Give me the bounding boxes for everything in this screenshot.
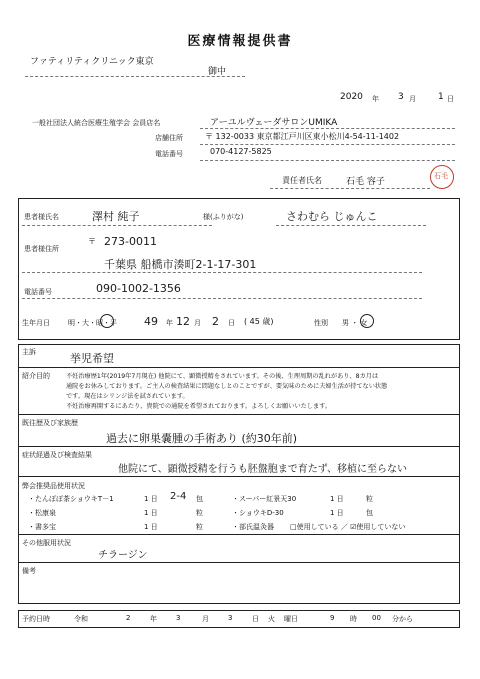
product-unit: 包 <box>196 495 203 503</box>
era-options: 明・大・昭・平 <box>68 319 117 327</box>
referral-line: です。現在はシリンジ法を試されています。 <box>66 393 189 400</box>
patient-address: 千葉県 船橋市湊町2-1-17-301 <box>104 258 257 271</box>
product-qty: 1 日 <box>330 509 344 517</box>
association-label: 一般社団法人統合医療生殖学会 会員店名 <box>32 119 161 127</box>
complaint-text: 挙児希望 <box>70 352 114 365</box>
appointment-minute-unit: 分から <box>392 615 413 623</box>
appointment-weekday: 火 <box>268 615 275 623</box>
products-label: 弊会推奨品使用状況 <box>22 482 85 490</box>
patient-phone: 090-1002-1356 <box>96 282 181 295</box>
furigana-label: 様(ふりがな) <box>203 213 244 221</box>
recipient-suffix: 御中 <box>208 67 227 77</box>
product-qty: 1 日 <box>144 495 158 503</box>
product-unit: 包 <box>366 509 373 517</box>
product-unit: 粒 <box>366 495 373 503</box>
product-name: ・ショウキD-30 <box>232 509 284 517</box>
referral-line: 不妊治療再開するにあたり、貴院での通院を希望されております。よろしくお願いいたします。 <box>66 403 332 410</box>
product-name: ・松康泉 <box>28 509 56 517</box>
recipient-clinic: ファティリティクリニック東京 <box>30 57 154 67</box>
appointment-hour-unit: 時 <box>350 615 357 623</box>
responsible-name: 石毛 容子 <box>346 177 385 187</box>
appointment-year: 2 <box>126 614 131 622</box>
shop-address: 〒 132-0033 東京都江戸川区東小松川4-54-11-1402 <box>205 132 400 141</box>
patient-postal: 273-0011 <box>104 235 157 248</box>
product-name: ・書多宝 <box>28 523 56 531</box>
shop-phone: 070-4127-5825 <box>210 147 272 156</box>
appointment-month-unit: 月 <box>202 615 209 623</box>
seal-stamp <box>430 165 454 189</box>
product-unit: 粒 <box>196 523 203 531</box>
appointment-era: 令和 <box>74 615 88 623</box>
date-month: 3 <box>398 92 404 102</box>
appointment-month: 3 <box>176 614 181 622</box>
postal-mark: 〒 <box>88 237 96 246</box>
history-text: 過去に卵巣嚢腫の手術あり (約30年前) <box>106 432 298 445</box>
birth-day: 2 <box>212 315 219 328</box>
history-label: 既往歴及び家族歴 <box>22 419 78 427</box>
shop-name: アーユルヴェーダサロンUMIKA <box>210 118 338 128</box>
date-month-unit: 月 <box>409 95 416 103</box>
appointment-minute: 00 <box>372 614 381 622</box>
date-year-unit: 年 <box>372 95 379 103</box>
seal-text: 石毛 <box>434 172 448 180</box>
birth-label: 生年月日 <box>22 319 50 327</box>
other-meds-text: チラージン <box>98 550 148 561</box>
product-qty: 1 日 <box>330 495 344 503</box>
sex-circle <box>360 314 374 328</box>
product-amount: 2-4 <box>170 491 187 502</box>
complaint-label: 主訴 <box>22 348 36 356</box>
patient-furigana: さわむら じゅんこ <box>286 210 378 223</box>
patient-age: ( 45 歳) <box>244 317 274 326</box>
other-meds-label: その他服用状況 <box>22 539 71 547</box>
product-qty: 1 日 <box>144 523 158 531</box>
appointment-day: 3 <box>228 614 233 622</box>
patient-name: 澤村 純子 <box>92 210 140 223</box>
birth-month-unit: 月 <box>194 319 201 327</box>
appointment-weekday-unit: 曜日 <box>284 615 298 623</box>
patient-phone-label: 電話番号 <box>24 288 52 296</box>
date-day-unit: 日 <box>447 95 454 103</box>
patient-name-label: 患者様氏名 <box>24 213 59 221</box>
product-unit: 粒 <box>196 509 203 517</box>
birth-month: 12 <box>176 315 190 328</box>
sex-options: 男 ・ 女 <box>342 319 368 327</box>
document-title: 医療情報提供書 <box>187 34 293 49</box>
product-qty: 1 日 <box>144 509 158 517</box>
shop-address-label: 店舗住所 <box>155 134 183 142</box>
appointment-hour: 9 <box>330 614 335 622</box>
birth-year-unit: 年 <box>166 319 173 327</box>
appointment-label: 予約日時 <box>22 615 50 623</box>
product-name: ・スーパー紅景天30 <box>232 495 297 503</box>
course-text: 他院にて、顕微授精を行うも胚盤胞まで育たず、移植に至らない <box>118 464 407 475</box>
date-day: 1 <box>438 92 444 102</box>
remarks-label: 備考 <box>22 567 36 575</box>
appointment-day-unit: 日 <box>252 615 259 623</box>
sex-label: 性別 <box>314 319 328 327</box>
moxibustion-usage: □使用している ／ ☑使用していない <box>290 523 406 531</box>
era-circle <box>100 314 114 328</box>
referral-line: 不妊治療歴1年(2019年7月現在) 他院にて、顕微授精をされています。その後、生理周期の乱れがあり、8カ月は <box>66 373 379 380</box>
product-name: ・たんぽぽ茶ショウキT－1 <box>28 495 114 503</box>
patient-address-label: 患者様住所 <box>24 245 59 253</box>
product-name: ・部氏温灸器 <box>232 523 274 531</box>
shop-phone-label: 電話番号 <box>155 150 183 158</box>
referral-label: 紹介目的 <box>22 372 50 380</box>
appointment-year-unit: 年 <box>150 615 157 623</box>
birth-day-unit: 日 <box>228 319 235 327</box>
date-year: 2020 <box>340 92 363 102</box>
birth-year: 49 <box>144 315 158 328</box>
course-label: 症状経過及び検査結果 <box>22 451 92 459</box>
responsible-label: 責任者氏名 <box>282 176 322 185</box>
referral-text <box>66 372 387 412</box>
referral-line: 通院をお休みしております。ご主人の検査結果に問題なしとのことですが、要気味のために夫婦生活が持てない状態 <box>66 383 388 390</box>
